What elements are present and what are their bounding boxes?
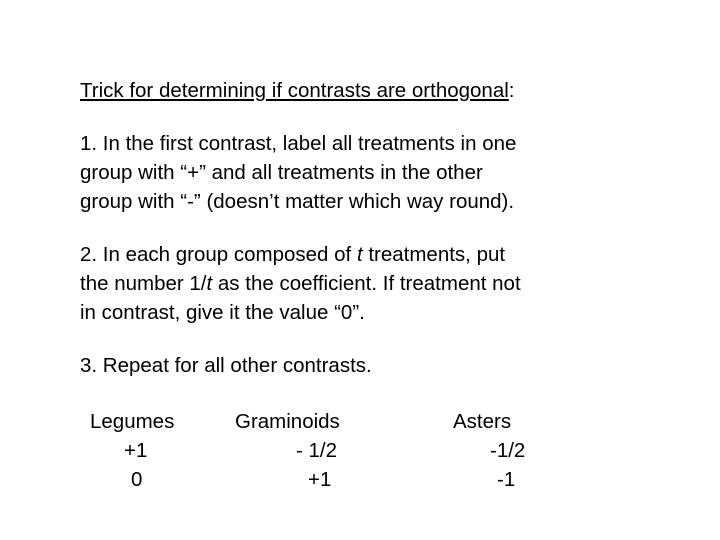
cell-row2-graminoids: +1	[308, 468, 332, 491]
cell-row1-legumes: +1	[124, 439, 148, 462]
step-1-line-2: group with “+” and all treatments in the other	[80, 161, 483, 184]
header-graminoids: Graminoids	[235, 410, 340, 433]
step-2	[80, 240, 700, 327]
step-1	[80, 129, 700, 216]
slide-content	[80, 76, 700, 380]
step-3	[80, 351, 700, 380]
step-2-line-2-pre: the number 1/	[80, 272, 207, 295]
header-asters: Asters	[453, 410, 512, 433]
step-2-line-1-t: t	[356, 243, 363, 266]
step-2-line-3: in contrast, give it the value “0”.	[80, 301, 365, 324]
cell-row1-graminoids: - 1/2	[296, 439, 338, 462]
cell-row2-asters: -1	[497, 468, 516, 491]
heading-colon: :	[508, 79, 515, 102]
step-1-line-3: group with “-” (doesn’t matter which way round).	[80, 190, 515, 213]
step-2-line-1-pre: 2. In each group composed of	[80, 243, 357, 266]
step-3-line-1: 3. Repeat for all other contrasts.	[80, 354, 372, 377]
step-2-line-1-post: treatments, put	[362, 243, 506, 266]
step-1-line-1: 1. In the first contrast, label all treatments in one	[80, 132, 517, 155]
step-2-line-1	[80, 240, 700, 269]
cell-row1-asters: -1/2	[490, 439, 526, 462]
step-2-line-2-t: t	[206, 272, 213, 295]
cell-row2-legumes: 0	[131, 468, 143, 491]
header-legumes: Legumes	[90, 410, 175, 433]
step-2-line-2-post: as the coefficient. If treatment not	[212, 272, 521, 295]
heading-title: Trick for determining if contrasts are orthogonal	[80, 79, 509, 102]
step-2-line-2	[80, 269, 700, 298]
slide-heading	[80, 76, 700, 105]
